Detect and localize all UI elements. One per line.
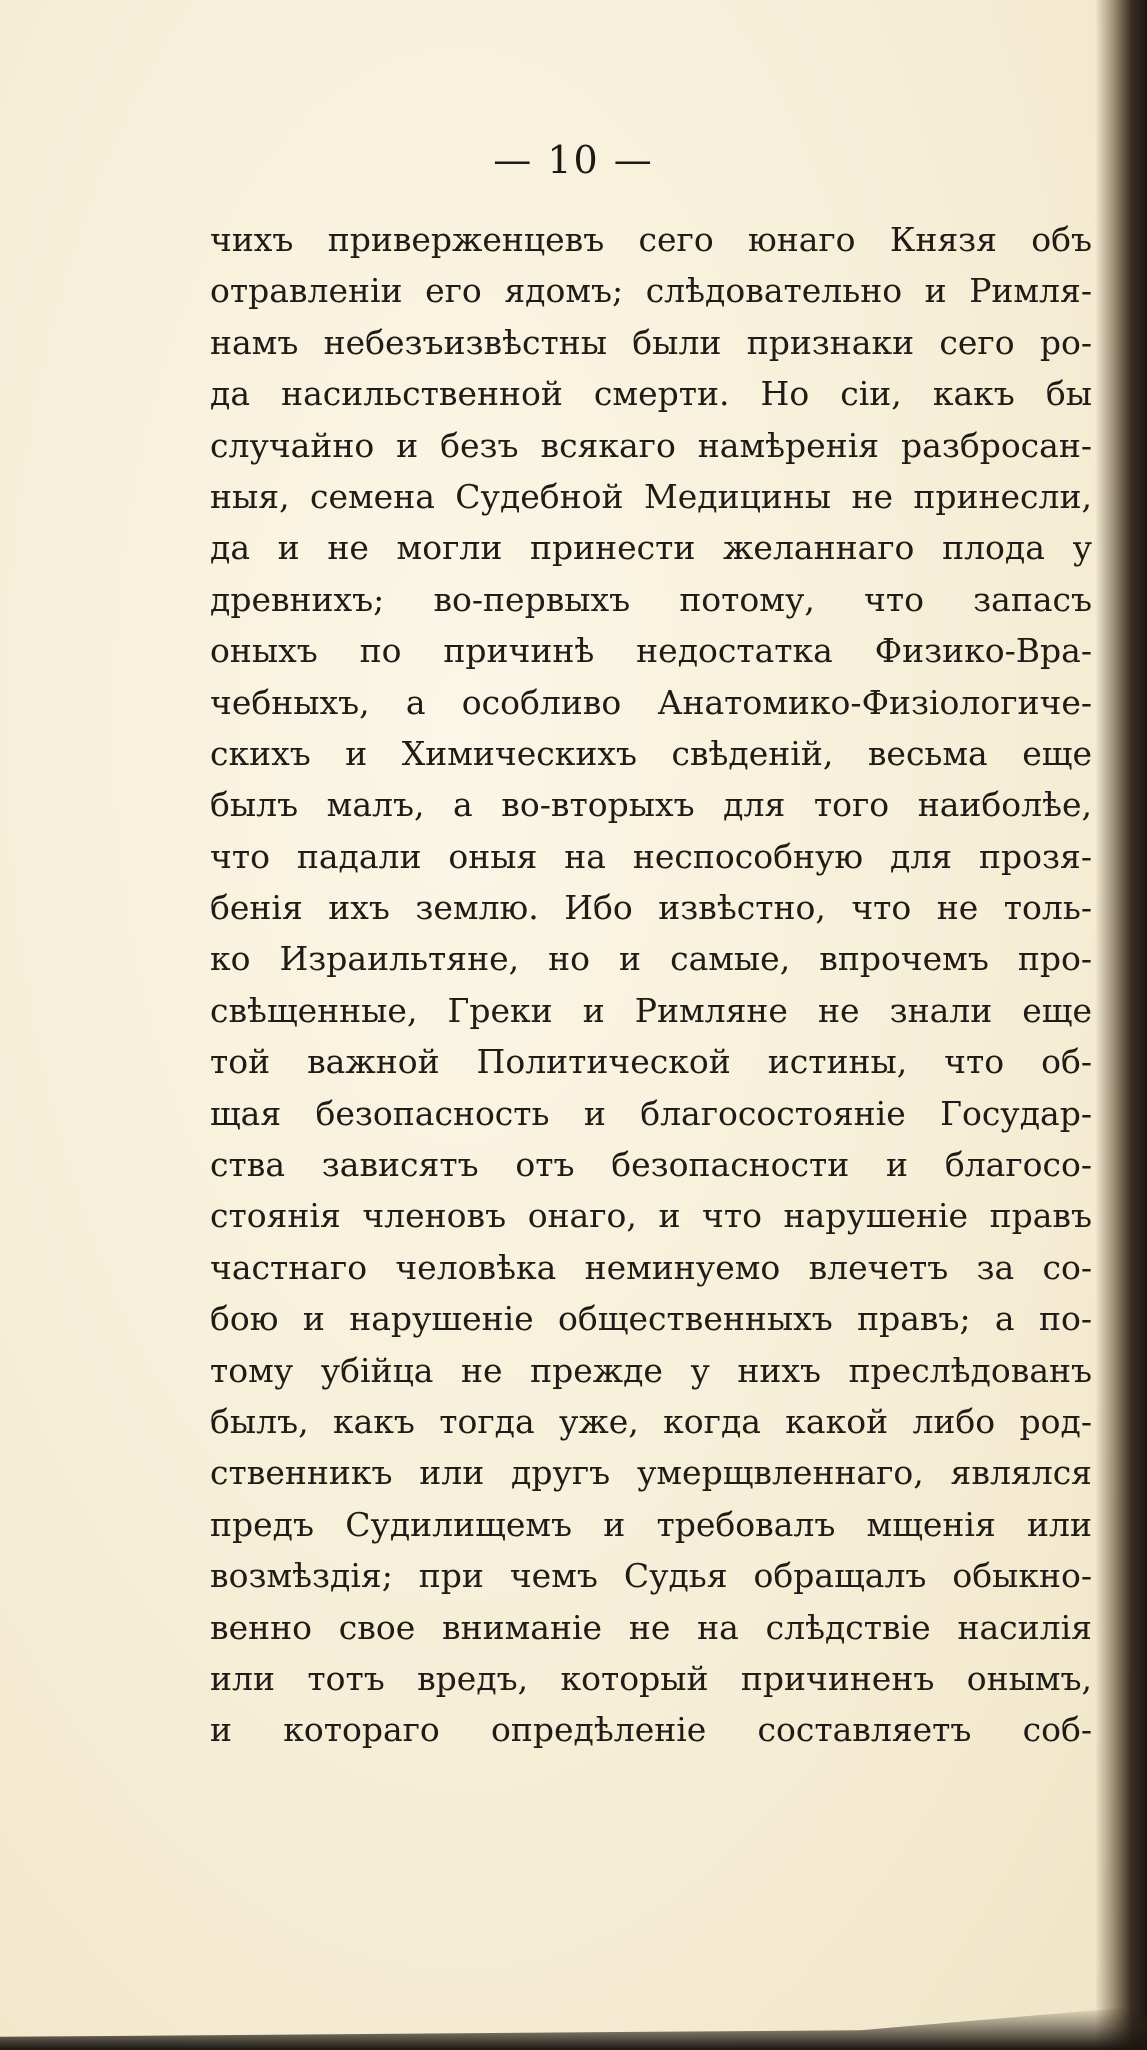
text-line: частнаго человѣка неминуемо влечетъ за со- xyxy=(210,1247,1092,1287)
text-line: былъ малъ, а во-вторыхъ для того наиболѣе, xyxy=(210,785,1092,825)
text-line: или тотъ вредъ, который причиненъ онымъ, xyxy=(210,1658,1092,1698)
text-line: щая безопасность и благосостояніе Государ- xyxy=(210,1093,1092,1133)
text-line: оныхъ по причинѣ недостатка Физико-Вра- xyxy=(210,631,1092,671)
text-line: возмѣздія; при чемъ Судья обращалъ обыкно- xyxy=(210,1556,1092,1596)
text-line: бою и нарушеніе общественныхъ правъ; а по- xyxy=(210,1299,1092,1339)
text-line: скихъ и Химическихъ свѣденій, весьма еще xyxy=(210,733,1092,773)
text-line: намъ небезъизвѣстны были признаки сего ро- xyxy=(210,322,1092,362)
text-line: древнихъ; во-первыхъ потому, что запасъ xyxy=(210,579,1092,619)
text-line: ко Израильтяне, но и самые, впрочемъ про- xyxy=(210,939,1092,979)
text-line: свѣщенные, Греки и Римляне не знали еще xyxy=(210,990,1092,1030)
text-line: чебныхъ, а особливо Анатомико-Физіологиче- xyxy=(210,682,1092,722)
text-line: тому убійца не прежде у нихъ преслѣдованъ xyxy=(210,1350,1092,1390)
page-bottom-edge xyxy=(0,2006,1147,2050)
text-line: стоянія членовъ онаго, и что нарушеніе правъ xyxy=(210,1196,1092,1236)
text-line: случайно и безъ всякаго намѣренія разбросан- xyxy=(210,425,1092,465)
text-line: чихъ приверженцевъ сего юнаго Князя объ xyxy=(210,220,1092,259)
page-edge-shadow xyxy=(1095,0,1147,2050)
text-line: да и не могли принести желаннаго плода у xyxy=(210,528,1092,568)
text-line: да насильственной смерти. Но сіи, какъ бы xyxy=(210,374,1092,414)
text-line: бенія ихъ землю. Ибо извѣстно, что не толь- xyxy=(210,888,1092,928)
text-line: той важной Политической истины, что об- xyxy=(210,1042,1092,1082)
text-line: ственникъ или другъ умерщвленнаго, являлся xyxy=(210,1453,1092,1493)
body-text xyxy=(210,214,1092,1756)
text-line: ства зависятъ отъ безопасности и благосо- xyxy=(210,1145,1092,1185)
text-line: предъ Судилищемъ и требовалъ мщенія или xyxy=(210,1504,1092,1544)
text-line: былъ, какъ тогда уже, когда какой либо род- xyxy=(210,1401,1092,1441)
text-line: венно свое вниманіе не на слѣдствіе насилія xyxy=(210,1607,1092,1647)
text-line: ныя, семена Судебной Медицины не принесли, xyxy=(210,476,1092,516)
text-line: и котораго опредѣленіе составляетъ соб- xyxy=(210,1710,1092,1750)
text-line: отравленіи его ядомъ; слѣдовательно и Римля- xyxy=(210,271,1092,311)
page-number-header: — 10 — xyxy=(493,138,654,182)
text-line: что падали оныя на неспособную для прозя- xyxy=(210,836,1092,876)
